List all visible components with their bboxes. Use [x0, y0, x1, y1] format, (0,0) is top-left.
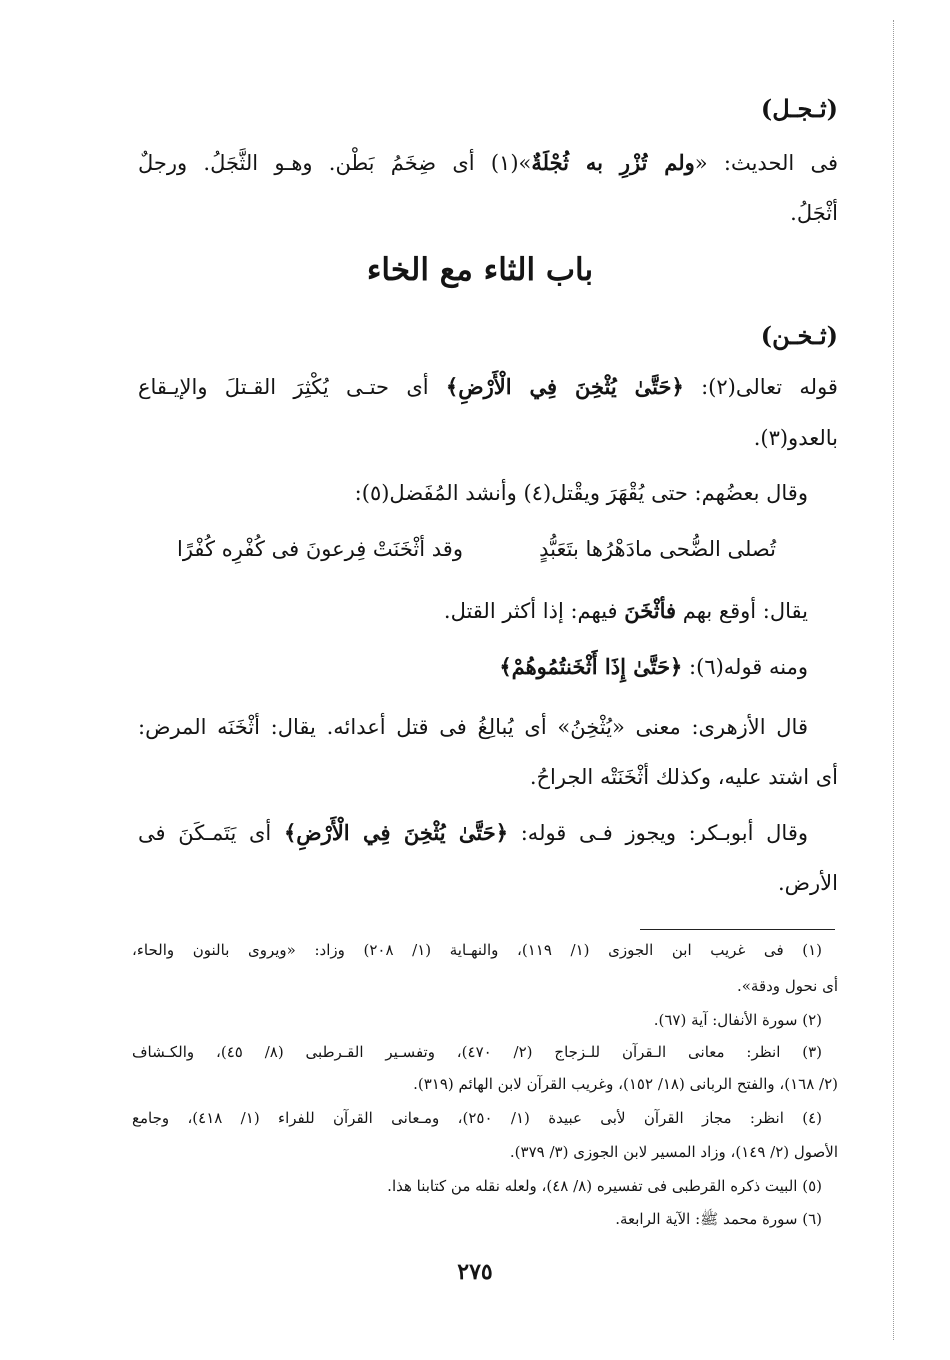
verse-second-hemistich: وقد أثْخَنَتْ فِرعونَ فى كُفْرِه كُفْرًا: [177, 537, 463, 561]
entry2-line-5-text-b: فيهم: إذا أكثر القتل.: [443, 599, 625, 623]
entry1-line-1-text-b: »(١) أى ضِخَمُ بَطْن. وهـو الثَّجَلُ. ورجلٌ: [138, 151, 532, 175]
footnote-separator: [640, 929, 835, 930]
entry2-line-5-bold: فأثْخَنَ: [624, 598, 677, 623]
poetry-verse: [138, 533, 838, 565]
entry2-line-8: أى اشتد عليه، وكذلك أثْخَنَتْه الجراحُ.: [529, 765, 838, 789]
entry2-line-9-text-b: أى يَتَمـكَنَ فى: [138, 821, 284, 845]
entry1-line-1-text-a: فى الحديث: «: [694, 151, 839, 175]
margin-dotted-line: [893, 20, 894, 1340]
entry2-line-9: [138, 818, 808, 848]
footnote-4-line-1: (٤) انظر: مجاز القرآن لأبى عبيدة (١/ ٢٥٠)، ومـعانى القرآن للفراء (١/ ٤١٨)، وجامع: [132, 1109, 823, 1127]
footnote-6: (٦) سورة محمد ﷺ: الآية الرابعة.: [615, 1210, 822, 1228]
footnote-5: (٥) البيت ذكره القرطبى فى تفسيره (٨/ ٤٨)، ولعله نقله من كتابنا هذا.: [387, 1177, 822, 1195]
entry2-line-5-text-a: يقال: أوقع بهم: [676, 599, 808, 623]
entry2-line-3: وقال بعضُهم: حتى يُقْهَرَ ويقْتل(٤) وأنشد المُفَضل(٥):: [354, 481, 808, 505]
entry1-line-2: أثْجَلُ.: [790, 201, 838, 225]
entry2-line-5: [138, 596, 808, 626]
footnote-3-line-1: (٣) انظر: معانى الـقرآن للـزجاج (٢/ ٤٧٠)، وتفسـير القـرطبى (٨/ ٤٥)، والكـشاف: [132, 1043, 823, 1061]
entry2-line-10: الأرض.: [777, 871, 838, 895]
entry2-line-7: قال الأزهرى: معنى «يُثْخِنُ» أى يُبالِغُ فى قتل أعدائه. يقال: أثْخَنَه المرض:: [138, 715, 808, 739]
quran-quote-1: ﴿حَتَّىٰ يُثْخِنَ فِي الْأَرْضِ﴾: [445, 374, 684, 399]
chapter-title: باب الثاء مع الخاء: [366, 252, 594, 288]
entry2-line-1: [138, 372, 838, 402]
footnote-1-line-2: أى نحول ودقة».: [736, 977, 838, 995]
entry1-line-1: [138, 148, 838, 178]
footnote-4-line-2: الأصول (٢/ ١٤٩)، وزاد المسير لابن الجوزى (٣/ ٣٧٩).: [509, 1143, 838, 1161]
page-number: ٢٧٥: [457, 1259, 493, 1285]
footnote-3-line-2: (٢/ ١٦٨)، والفتح الربانى (١٨/ ١٥٢)، وغريب القرآن لابن الهائم (٣١٩).: [413, 1075, 838, 1093]
hadith-quote: ولم تُزْرِ به ثُجْلَةٌ: [531, 150, 695, 175]
entry2-line-1-text-b: أى حتـى يُكْثِرَ القـتلَ والإيـقاع: [138, 375, 446, 399]
entry-heading-thakhn: (ثـخـن): [760, 321, 838, 350]
entry-heading-thajal: (ثـجـل): [760, 94, 838, 123]
footnote-2: (٢) سورة الأنفال: آية (٦٧).: [653, 1011, 822, 1029]
entry2-line-2: بالعدو(٣).: [753, 426, 838, 450]
entry2-line-1-text-a: قوله تعالى(٢):: [683, 375, 838, 399]
verse-first-hemistich: تُصلى الضُّحى مادَهْرُها بتَعَبُّدٍ: [539, 537, 776, 561]
quran-quote-2: ﴿حَتَّىٰ إِذَا أَثْخَنتُمُوهُمْ﴾: [499, 654, 683, 679]
entry2-line-6-text: ومنه قوله(٦):: [682, 655, 808, 679]
entry2-line-6: [138, 652, 808, 682]
quran-quote-3: ﴿حَتَّىٰ يُثْخِنَ فِي الْأَرْضِ﴾: [283, 820, 509, 845]
entry2-line-9-text-a: وقال أبوبـكر: ويجوز فـى قوله:: [508, 821, 808, 845]
footnote-1-line-1: (١) فى غريب ابن الجوزى (١/ ١١٩)، والنهـاية (١/ ٢٠٨) وزاد: «ويروى بالنون والحاء،: [132, 941, 823, 959]
